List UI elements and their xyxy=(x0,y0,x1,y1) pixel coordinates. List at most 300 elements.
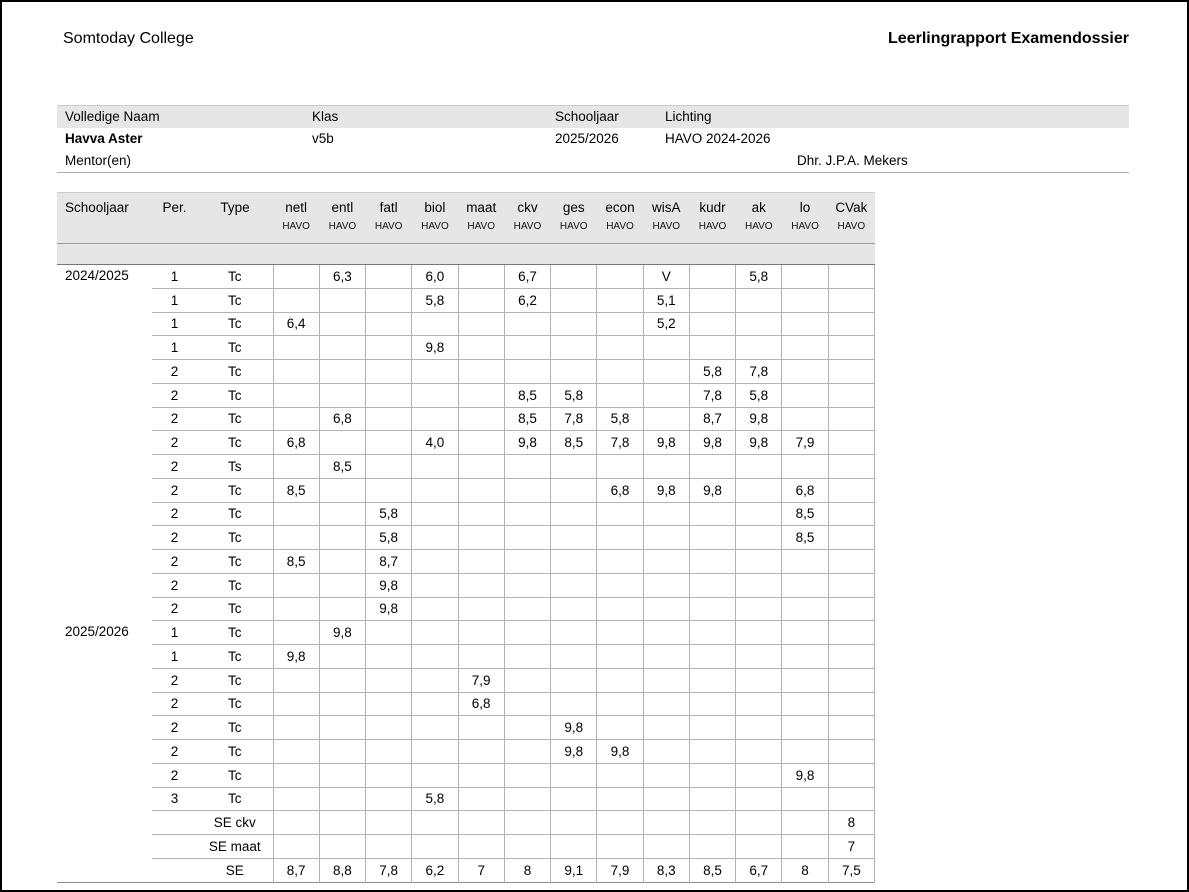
subjects-header-row xyxy=(57,193,875,222)
grade-cell xyxy=(736,668,782,692)
period-cell: 1 xyxy=(152,312,197,336)
grade-cell: 7 xyxy=(828,835,874,859)
grade-cell xyxy=(458,645,504,669)
grade-cell xyxy=(597,526,643,550)
type-cell: SE maat xyxy=(197,835,273,859)
period-cell: 2 xyxy=(152,478,197,502)
grade-cell xyxy=(504,312,550,336)
grade-row xyxy=(57,502,875,526)
grade-cell xyxy=(366,288,412,312)
col-header-subject: maat xyxy=(458,193,504,222)
grade-cell xyxy=(319,360,365,384)
grade-cell: 8,8 xyxy=(319,858,365,882)
grade-cell xyxy=(319,692,365,716)
label-volledige-naam: Volledige Naam xyxy=(65,109,160,124)
type-cell: Tc xyxy=(197,550,273,574)
grade-cell: 8,5 xyxy=(782,502,828,526)
period-cell: 2 xyxy=(152,502,197,526)
period-cell: 1 xyxy=(152,288,197,312)
grade-cell: 5,8 xyxy=(412,787,458,811)
col-header-subject: ges xyxy=(551,193,597,222)
grade-cell xyxy=(319,716,365,740)
grade-cell xyxy=(828,668,874,692)
student-info-section xyxy=(57,105,1129,173)
grade-cell xyxy=(782,573,828,597)
grade-cell xyxy=(736,740,782,764)
grade-cell xyxy=(597,645,643,669)
grade-cell xyxy=(366,668,412,692)
grade-cell xyxy=(643,502,689,526)
grade-cell xyxy=(551,811,597,835)
grade-cell xyxy=(643,716,689,740)
grade-cell xyxy=(597,502,643,526)
grade-cell xyxy=(782,288,828,312)
grade-cell xyxy=(782,597,828,621)
grade-cell xyxy=(273,526,319,550)
grade-cell xyxy=(736,787,782,811)
grade-cell xyxy=(828,288,874,312)
grade-cell xyxy=(273,288,319,312)
grade-cell: 8,5 xyxy=(689,858,735,882)
col-header-schooljaar: Schooljaar xyxy=(57,193,152,222)
grade-cell xyxy=(782,740,828,764)
grade-cell xyxy=(458,407,504,431)
grade-cell xyxy=(458,597,504,621)
grade-cell: 9,1 xyxy=(551,858,597,882)
grade-cell xyxy=(504,740,550,764)
grade-cell: 7,9 xyxy=(458,668,504,692)
grade-cell xyxy=(366,336,412,360)
grade-cell xyxy=(551,621,597,645)
subject-level: HAVO xyxy=(597,221,643,244)
grade-cell xyxy=(458,502,504,526)
grade-cell xyxy=(458,763,504,787)
grade-cell xyxy=(366,478,412,502)
period-cell: 2 xyxy=(152,455,197,479)
grade-row xyxy=(57,360,875,384)
subject-level: HAVO xyxy=(643,221,689,244)
grade-cell: 9,8 xyxy=(689,478,735,502)
subject-level: HAVO xyxy=(689,221,735,244)
grade-cell xyxy=(828,550,874,574)
grade-cell xyxy=(504,336,550,360)
type-cell: Tc xyxy=(197,360,273,384)
grade-cell xyxy=(504,811,550,835)
grade-cell xyxy=(319,312,365,336)
grade-cell xyxy=(319,597,365,621)
grade-cell: 5,8 xyxy=(736,265,782,289)
grade-cell xyxy=(782,716,828,740)
grade-cell xyxy=(412,502,458,526)
grade-cell xyxy=(273,787,319,811)
grade-cell: 8,7 xyxy=(689,407,735,431)
grade-cell xyxy=(366,621,412,645)
grade-cell: 7,9 xyxy=(597,858,643,882)
grade-cell xyxy=(828,407,874,431)
grade-cell xyxy=(273,811,319,835)
grade-cell xyxy=(643,455,689,479)
grade-cell xyxy=(551,692,597,716)
type-cell: Tc xyxy=(197,526,273,550)
grade-cell xyxy=(458,811,504,835)
grade-cell: 5,1 xyxy=(643,288,689,312)
col-header-subject: fatl xyxy=(366,193,412,222)
grade-cell xyxy=(828,716,874,740)
grade-cell xyxy=(597,692,643,716)
grade-cell: 7,8 xyxy=(689,383,735,407)
grade-cell xyxy=(597,360,643,384)
grade-cell xyxy=(412,811,458,835)
grade-row xyxy=(57,383,875,407)
type-cell: Tc xyxy=(197,692,273,716)
grade-cell xyxy=(689,787,735,811)
grade-cell xyxy=(504,360,550,384)
grade-cell xyxy=(643,407,689,431)
grade-cell: 9,8 xyxy=(366,573,412,597)
grade-cell xyxy=(412,360,458,384)
col-header-subject: CVak xyxy=(828,193,874,222)
grade-cell xyxy=(504,692,550,716)
grade-cell xyxy=(551,668,597,692)
grade-cell xyxy=(458,740,504,764)
grade-cell xyxy=(828,502,874,526)
grade-cell xyxy=(504,573,550,597)
grade-cell xyxy=(828,526,874,550)
grade-cell xyxy=(689,288,735,312)
grade-cell xyxy=(412,312,458,336)
grade-cell xyxy=(597,668,643,692)
report-title: Leerlingrapport Examendossier xyxy=(888,30,1129,47)
period-cell: 2 xyxy=(152,597,197,621)
grade-cell: 9,8 xyxy=(643,478,689,502)
grade-cell xyxy=(319,550,365,574)
grade-cell xyxy=(273,360,319,384)
grades-table-body xyxy=(57,265,875,883)
grade-cell xyxy=(828,360,874,384)
student-name: Havva Aster xyxy=(65,131,143,146)
subject-level: HAVO xyxy=(828,221,874,244)
grade-cell xyxy=(736,716,782,740)
grade-row xyxy=(57,573,875,597)
grades-table-head xyxy=(57,193,875,265)
header-separator-row xyxy=(57,244,875,265)
type-cell: Ts xyxy=(197,455,273,479)
grade-cell xyxy=(643,526,689,550)
grade-cell xyxy=(689,835,735,859)
grade-cell xyxy=(689,597,735,621)
grade-cell: 8 xyxy=(504,858,550,882)
grade-cell xyxy=(689,645,735,669)
grade-cell xyxy=(643,835,689,859)
grade-cell xyxy=(319,502,365,526)
grade-cell xyxy=(412,455,458,479)
grade-row xyxy=(57,336,875,360)
grade-cell xyxy=(689,455,735,479)
grade-cell xyxy=(412,478,458,502)
grade-cell xyxy=(366,407,412,431)
grade-cell xyxy=(458,621,504,645)
grade-cell xyxy=(273,716,319,740)
grade-cell xyxy=(736,573,782,597)
grade-cell xyxy=(504,455,550,479)
grade-cell: 9,8 xyxy=(412,336,458,360)
student-schooljaar: 2025/2026 xyxy=(555,131,619,146)
grade-cell: 9,8 xyxy=(736,431,782,455)
grade-cell xyxy=(597,288,643,312)
period-cell: 1 xyxy=(152,336,197,360)
levels-header-row xyxy=(57,221,875,244)
grade-cell xyxy=(412,383,458,407)
grade-cell xyxy=(366,383,412,407)
empty-header-cell xyxy=(197,221,273,244)
grade-cell xyxy=(273,692,319,716)
grade-cell xyxy=(412,621,458,645)
grade-cell xyxy=(273,455,319,479)
period-cell: 2 xyxy=(152,360,197,384)
subject-level: HAVO xyxy=(736,221,782,244)
col-header-subject: ak xyxy=(736,193,782,222)
grade-cell xyxy=(319,811,365,835)
grade-cell xyxy=(782,621,828,645)
grade-cell xyxy=(597,383,643,407)
grade-cell: 8,7 xyxy=(273,858,319,882)
grade-cell xyxy=(366,740,412,764)
type-cell: SE xyxy=(197,858,273,882)
grade-row xyxy=(57,455,875,479)
grade-cell: 6,8 xyxy=(458,692,504,716)
grade-cell xyxy=(458,835,504,859)
period-cell: 3 xyxy=(152,787,197,811)
grade-cell: 5,8 xyxy=(366,502,412,526)
grade-cell: 6,3 xyxy=(319,265,365,289)
grade-cell xyxy=(828,787,874,811)
grade-cell: 9,8 xyxy=(273,645,319,669)
grade-cell xyxy=(643,692,689,716)
grade-cell xyxy=(273,740,319,764)
grade-cell xyxy=(319,835,365,859)
grade-cell xyxy=(828,692,874,716)
period-cell: 2 xyxy=(152,431,197,455)
grade-cell xyxy=(689,336,735,360)
grade-cell xyxy=(736,597,782,621)
type-cell: Tc xyxy=(197,740,273,764)
period-cell: 2 xyxy=(152,573,197,597)
col-header-subject: biol xyxy=(412,193,458,222)
grade-row xyxy=(57,692,875,716)
col-header-subject: wisA xyxy=(643,193,689,222)
header-separator xyxy=(57,244,875,265)
grade-cell xyxy=(643,811,689,835)
grade-cell: 6,7 xyxy=(736,858,782,882)
grade-cell: 5,8 xyxy=(597,407,643,431)
grade-cell xyxy=(828,621,874,645)
grade-cell xyxy=(504,668,550,692)
grade-row xyxy=(57,811,875,835)
grade-cell: 5,8 xyxy=(689,360,735,384)
grade-cell xyxy=(551,288,597,312)
type-cell: Tc xyxy=(197,597,273,621)
grade-cell xyxy=(736,502,782,526)
grade-cell xyxy=(597,763,643,787)
grade-cell xyxy=(551,265,597,289)
grade-cell xyxy=(689,573,735,597)
grade-cell: 6,8 xyxy=(597,478,643,502)
period-cell: 1 xyxy=(152,265,197,289)
grade-cell xyxy=(412,668,458,692)
type-cell: Tc xyxy=(197,621,273,645)
grade-cell: 9,8 xyxy=(782,763,828,787)
grade-cell xyxy=(828,645,874,669)
col-header-subject: kudr xyxy=(689,193,735,222)
grade-cell xyxy=(412,740,458,764)
grade-cell xyxy=(273,668,319,692)
grade-cell xyxy=(412,573,458,597)
student-info-header xyxy=(57,105,1129,128)
grade-cell xyxy=(458,265,504,289)
grade-cell xyxy=(319,478,365,502)
grade-cell: 7,9 xyxy=(782,431,828,455)
grade-cell: 8,7 xyxy=(366,550,412,574)
period-cell: 2 xyxy=(152,526,197,550)
type-cell: Tc xyxy=(197,383,273,407)
grade-cell xyxy=(366,763,412,787)
grade-cell: 6,8 xyxy=(782,478,828,502)
grade-cell: 9,8 xyxy=(689,431,735,455)
grade-cell xyxy=(828,573,874,597)
grade-cell xyxy=(412,763,458,787)
label-klas: Klas xyxy=(312,109,339,124)
grade-cell xyxy=(828,431,874,455)
type-cell: Tc xyxy=(197,502,273,526)
grade-row xyxy=(57,787,875,811)
grade-cell xyxy=(412,716,458,740)
school-name: Somtoday College xyxy=(63,30,194,47)
grade-row xyxy=(57,265,875,289)
grade-cell xyxy=(504,502,550,526)
grade-cell xyxy=(782,383,828,407)
period-cell: 2 xyxy=(152,668,197,692)
grade-cell xyxy=(366,431,412,455)
grade-cell xyxy=(643,573,689,597)
grade-cell xyxy=(273,407,319,431)
grades-table xyxy=(57,192,875,883)
grade-cell xyxy=(504,716,550,740)
grade-cell xyxy=(689,550,735,574)
label-lichting: Lichting xyxy=(665,109,712,124)
grade-cell: 6,2 xyxy=(412,858,458,882)
grade-cell: 8,5 xyxy=(551,431,597,455)
grade-cell xyxy=(597,597,643,621)
grade-cell: V xyxy=(643,265,689,289)
grade-cell xyxy=(319,787,365,811)
col-header-type: Type xyxy=(197,193,273,222)
grade-cell xyxy=(273,835,319,859)
grade-cell xyxy=(319,573,365,597)
grade-cell xyxy=(597,716,643,740)
year-cell: 2024/2025 xyxy=(57,265,152,621)
col-header-subject: entl xyxy=(319,193,365,222)
grade-cell xyxy=(504,550,550,574)
grade-cell xyxy=(828,265,874,289)
grade-row xyxy=(57,597,875,621)
grade-row xyxy=(57,478,875,502)
grade-cell xyxy=(458,716,504,740)
grade-cell xyxy=(458,550,504,574)
period-cell: 2 xyxy=(152,550,197,574)
grade-cell xyxy=(551,835,597,859)
grade-cell xyxy=(273,383,319,407)
grade-row xyxy=(57,431,875,455)
grade-cell xyxy=(828,455,874,479)
grade-cell xyxy=(597,550,643,574)
type-cell: Tc xyxy=(197,478,273,502)
grade-cell: 9,8 xyxy=(504,431,550,455)
grade-cell xyxy=(643,763,689,787)
type-cell: Tc xyxy=(197,763,273,787)
grade-cell xyxy=(551,550,597,574)
subject-level: HAVO xyxy=(366,221,412,244)
grade-cell xyxy=(643,550,689,574)
grade-cell xyxy=(828,763,874,787)
grade-row xyxy=(57,526,875,550)
grade-cell: 8,3 xyxy=(643,858,689,882)
grade-cell xyxy=(504,621,550,645)
grade-row xyxy=(57,407,875,431)
grade-cell xyxy=(689,502,735,526)
type-cell: Tc xyxy=(197,288,273,312)
grade-cell: 9,8 xyxy=(736,407,782,431)
grade-cell xyxy=(828,478,874,502)
grade-cell xyxy=(319,336,365,360)
grade-cell xyxy=(689,763,735,787)
grade-cell: 7,8 xyxy=(597,431,643,455)
grade-cell xyxy=(828,312,874,336)
period-cell: 2 xyxy=(152,740,197,764)
grade-cell: 5,8 xyxy=(551,383,597,407)
grade-cell xyxy=(643,360,689,384)
grade-cell: 5,8 xyxy=(412,288,458,312)
grade-cell: 9,8 xyxy=(597,740,643,764)
period-cell: 1 xyxy=(152,645,197,669)
grade-cell xyxy=(504,597,550,621)
grade-cell xyxy=(366,787,412,811)
grade-cell xyxy=(504,787,550,811)
grade-cell: 8,5 xyxy=(319,455,365,479)
grade-row xyxy=(57,288,875,312)
grade-row xyxy=(57,668,875,692)
grade-cell xyxy=(736,312,782,336)
col-header-subject: econ xyxy=(597,193,643,222)
grade-cell xyxy=(458,455,504,479)
grade-cell xyxy=(597,811,643,835)
grade-cell: 7 xyxy=(458,858,504,882)
grade-cell xyxy=(597,265,643,289)
empty-header-cell xyxy=(57,221,152,244)
label-mentor: Mentor(en) xyxy=(65,153,132,168)
label-schooljaar: Schooljaar xyxy=(555,109,619,124)
grade-cell xyxy=(458,383,504,407)
grade-cell: 7,8 xyxy=(736,360,782,384)
grade-cell xyxy=(366,312,412,336)
grade-cell xyxy=(736,763,782,787)
grade-cell xyxy=(782,835,828,859)
grade-cell xyxy=(643,740,689,764)
grade-cell xyxy=(504,835,550,859)
grade-cell xyxy=(319,645,365,669)
grade-cell xyxy=(458,478,504,502)
grade-cell xyxy=(689,692,735,716)
grade-cell xyxy=(458,573,504,597)
